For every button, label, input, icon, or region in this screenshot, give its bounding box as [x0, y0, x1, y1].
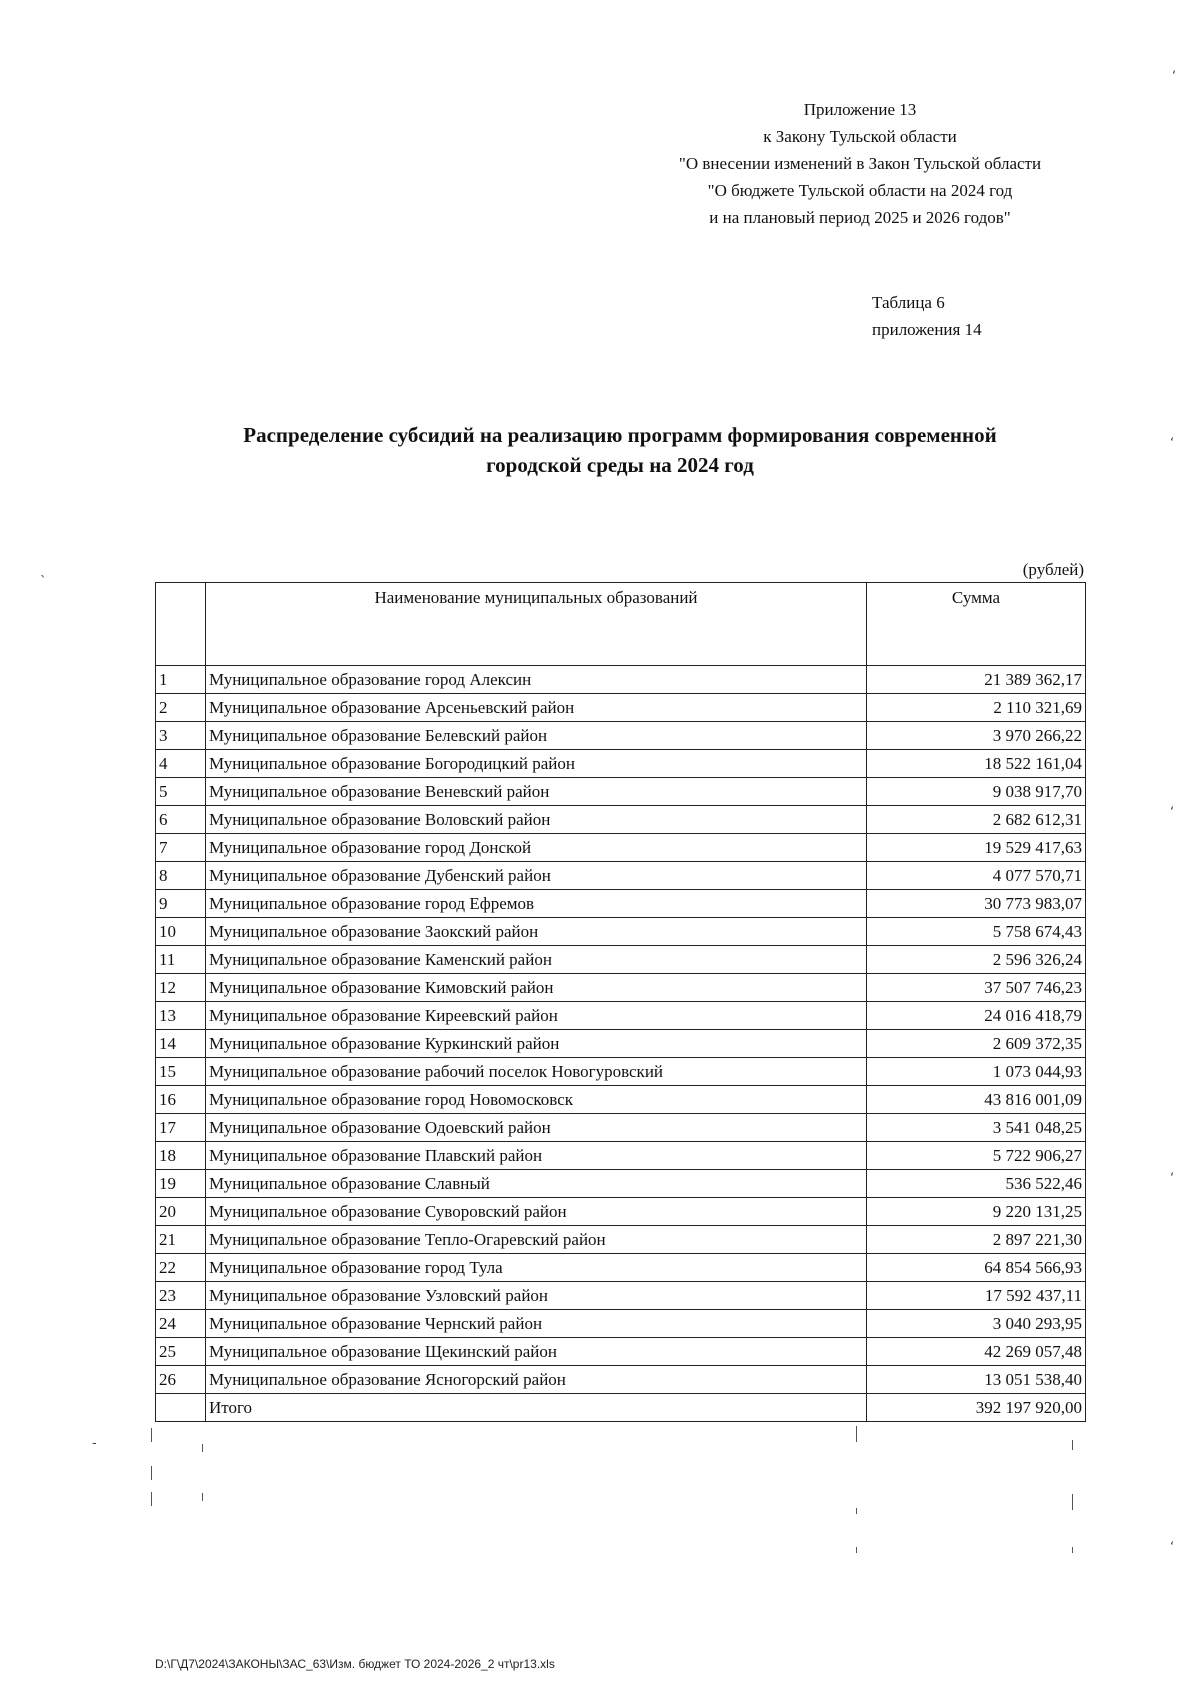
row-sum-cell: 5 722 906,27 [867, 1142, 1086, 1170]
table-row [156, 1310, 1086, 1338]
table-row [156, 806, 1086, 834]
row-name-cell: Муниципальное образование Узловский район [206, 1282, 867, 1310]
row-sum-cell: 3 040 293,95 [867, 1310, 1086, 1338]
row-name-cell: Муниципальное образование Славный [206, 1170, 867, 1198]
row-name-cell: Муниципальное образование Кимовский район [206, 974, 867, 1002]
row-name-cell: Муниципальное образование Киреевский район [206, 1002, 867, 1030]
file-path-footer: D:\Г\Д7\2024\ЗАКОНЫ\ЗАС_63\Изм. бюджет ТО 2024-2026_2 чт\pr13.xls [155, 1657, 555, 1671]
table-header-row [156, 583, 1086, 666]
table-row [156, 778, 1086, 806]
appendix-line: и на плановый период 2025 и 2026 годов" [709, 208, 1011, 227]
row-sum-cell: 5 758 674,43 [867, 918, 1086, 946]
row-name-cell: Муниципальное образование Ясногорский район [206, 1366, 867, 1394]
row-num-cell: 7 [156, 834, 206, 862]
table-row [156, 1198, 1086, 1226]
row-sum-cell: 2 897 221,30 [867, 1226, 1086, 1254]
row-sum-cell: 18 522 161,04 [867, 750, 1086, 778]
row-name-cell: Муниципальное образование Каменский район [206, 946, 867, 974]
scan-mark [151, 1466, 152, 1480]
row-num-cell: 1 [156, 666, 206, 694]
total-name-cell: Итого [206, 1394, 867, 1422]
table-row [156, 1002, 1086, 1030]
row-sum-cell: 536 522,46 [867, 1170, 1086, 1198]
scan-mark [856, 1426, 857, 1442]
title-line: городской среды на 2024 год [486, 453, 754, 477]
table-row [156, 1254, 1086, 1282]
table-row [156, 1030, 1086, 1058]
row-name-cell: Муниципальное образование Плавский район [206, 1142, 867, 1170]
row-num-cell: 19 [156, 1170, 206, 1198]
scan-mark [856, 1547, 857, 1553]
row-sum-cell: 2 609 372,35 [867, 1030, 1086, 1058]
total-sum-cell: 392 197 920,00 [867, 1394, 1086, 1422]
table-row [156, 1142, 1086, 1170]
row-num-cell: 21 [156, 1226, 206, 1254]
appendix-line: к Закону Тульской области [763, 127, 957, 146]
row-name-cell: Муниципальное образование Куркинский район [206, 1030, 867, 1058]
subsidy-table [155, 582, 1086, 1422]
scan-mark [202, 1444, 203, 1452]
appendix-line: "О внесении изменений в Закон Тульской области [678, 154, 1042, 173]
row-sum-cell: 9 220 131,25 [867, 1198, 1086, 1226]
row-sum-cell: 2 110 321,69 [867, 694, 1086, 722]
row-sum-cell: 3 970 266,22 [867, 722, 1086, 750]
units-label: (рублей) [1022, 560, 1084, 579]
row-num-cell: 9 [156, 890, 206, 918]
row-num-cell: 22 [156, 1254, 206, 1282]
row-num-cell: 16 [156, 1086, 206, 1114]
row-name-cell: Муниципальное образование город Тула [206, 1254, 867, 1282]
row-sum-cell: 1 073 044,93 [867, 1058, 1086, 1086]
scan-speck: ʻ [1170, 1171, 1175, 1186]
scan-mark [1072, 1494, 1073, 1510]
row-num-cell: 18 [156, 1142, 206, 1170]
row-num-cell: 25 [156, 1338, 206, 1366]
table-row [156, 890, 1086, 918]
appendix-header [640, 96, 1080, 231]
row-sum-cell: 19 529 417,63 [867, 834, 1086, 862]
row-name-cell: Муниципальное образование город Донской [206, 834, 867, 862]
scan-mark [151, 1428, 152, 1442]
appendix-line: "О бюджете Тульской области на 2024 год [707, 181, 1013, 200]
row-sum-cell: 4 077 570,71 [867, 862, 1086, 890]
scan-speck: ʻ [1172, 69, 1177, 84]
row-sum-cell: 64 854 566,93 [867, 1254, 1086, 1282]
row-name-cell: Муниципальное образование Белевский район [206, 722, 867, 750]
row-name-cell: Муниципальное образование город Новомосковск [206, 1086, 867, 1114]
table-row [156, 1086, 1086, 1114]
table-row [156, 722, 1086, 750]
row-num-cell: 8 [156, 862, 206, 890]
header-name: Наименование муниципальных образований [206, 583, 867, 666]
row-num-cell: 10 [156, 918, 206, 946]
scan-mark [151, 1492, 152, 1506]
table-row [156, 1114, 1086, 1142]
row-sum-cell: 2 596 326,24 [867, 946, 1086, 974]
row-name-cell: Муниципальное образование Тепло-Огаревский район [206, 1226, 867, 1254]
table-row [156, 666, 1086, 694]
row-name-cell: Муниципальное образование Чернский район [206, 1310, 867, 1338]
row-num-cell: 13 [156, 1002, 206, 1030]
table-row [156, 834, 1086, 862]
row-sum-cell: 3 541 048,25 [867, 1114, 1086, 1142]
row-sum-cell: 42 269 057,48 [867, 1338, 1086, 1366]
row-name-cell: Муниципальное образование город Алексин [206, 666, 867, 694]
row-sum-cell: 43 816 001,09 [867, 1086, 1086, 1114]
table-reference [872, 289, 982, 343]
row-num-cell: 6 [156, 806, 206, 834]
title-line: Распределение субсидий на реализацию программ формирования современной [243, 423, 997, 447]
row-num-cell: 24 [156, 1310, 206, 1338]
row-name-cell: Муниципальное образование Воловский район [206, 806, 867, 834]
row-num-cell: 3 [156, 722, 206, 750]
table-row [156, 1338, 1086, 1366]
row-name-cell: Муниципальное образование Арсеньевский район [206, 694, 867, 722]
row-num-cell: 11 [156, 946, 206, 974]
table-row [156, 1170, 1086, 1198]
row-num-cell: 14 [156, 1030, 206, 1058]
row-num-cell: 26 [156, 1366, 206, 1394]
row-sum-cell: 24 016 418,79 [867, 1002, 1086, 1030]
row-num-cell: 12 [156, 974, 206, 1002]
appendix-line: Приложение 13 [803, 100, 917, 119]
row-sum-cell: 21 389 362,17 [867, 666, 1086, 694]
scan-speck: ʻ [1170, 1540, 1175, 1555]
table-row [156, 1058, 1086, 1086]
scan-mark [202, 1493, 203, 1501]
table-body [156, 666, 1086, 1422]
table-row [156, 946, 1086, 974]
table-row [156, 1226, 1086, 1254]
row-num-cell: 17 [156, 1114, 206, 1142]
row-num-cell: 20 [156, 1198, 206, 1226]
row-num-cell: 23 [156, 1282, 206, 1310]
row-sum-cell: 37 507 746,23 [867, 974, 1086, 1002]
row-name-cell: Муниципальное образование Богородицкий район [206, 750, 867, 778]
row-name-cell: Муниципальное образование Заокский район [206, 918, 867, 946]
row-name-cell: Муниципальное образование Дубенский район [206, 862, 867, 890]
row-name-cell: Муниципальное образование город Ефремов [206, 890, 867, 918]
row-num-cell: 15 [156, 1058, 206, 1086]
row-sum-cell: 13 051 538,40 [867, 1366, 1086, 1394]
scan-speck: ʻ [1170, 436, 1175, 451]
row-sum-cell: 9 038 917,70 [867, 778, 1086, 806]
row-sum-cell: 2 682 612,31 [867, 806, 1086, 834]
row-num-cell: 5 [156, 778, 206, 806]
table-row [156, 1366, 1086, 1394]
row-name-cell: Муниципальное образование Суворовский район [206, 1198, 867, 1226]
row-name-cell: Муниципальное образование Одоевский район [206, 1114, 867, 1142]
row-sum-cell: 30 773 983,07 [867, 890, 1086, 918]
scan-speck: - [92, 1436, 97, 1451]
scan-speck: ˋ [40, 575, 47, 590]
row-name-cell: Муниципальное образование Щекинский район [206, 1338, 867, 1366]
table-total-row [156, 1394, 1086, 1422]
table-row [156, 862, 1086, 890]
scan-mark [1072, 1440, 1073, 1450]
table-row [156, 750, 1086, 778]
table-row [156, 1282, 1086, 1310]
row-name-cell: Муниципальное образование Веневский район [206, 778, 867, 806]
header-sum: Сумма [867, 583, 1086, 666]
table-row [156, 918, 1086, 946]
scan-speck: ʻ [1170, 805, 1175, 820]
row-sum-cell: 17 592 437,11 [867, 1282, 1086, 1310]
table-row [156, 694, 1086, 722]
row-num-cell: 2 [156, 694, 206, 722]
scan-mark [1072, 1547, 1073, 1553]
scan-mark [856, 1508, 857, 1514]
total-num-cell [156, 1394, 206, 1422]
table-row [156, 974, 1086, 1002]
document-title [150, 420, 1090, 480]
header-num [156, 583, 206, 666]
row-num-cell: 4 [156, 750, 206, 778]
table-ref-line: Таблица 6 [872, 293, 945, 312]
table-ref-line: приложения 14 [872, 320, 982, 339]
row-name-cell: Муниципальное образование рабочий поселок Новогуровский [206, 1058, 867, 1086]
